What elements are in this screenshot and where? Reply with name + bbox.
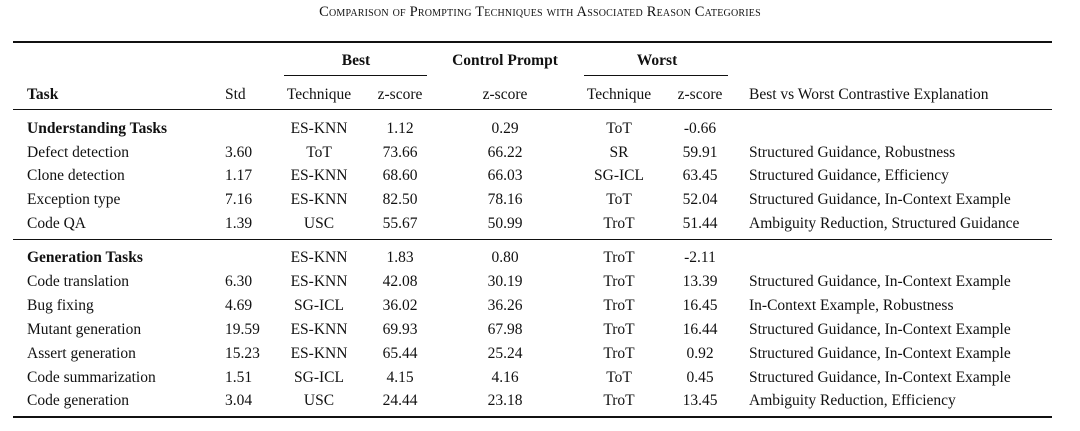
best-z-cell: 65.44	[382, 345, 418, 362]
best-z-cell: 73.66	[382, 144, 418, 161]
best-technique-cell: ES-KNN	[290, 249, 348, 266]
explanation-cell: Structured Guidance, In-Context Example	[749, 321, 1011, 338]
std-cell: 15.23	[225, 345, 260, 362]
header-task: Task	[27, 86, 59, 103]
std-cell: 1.17	[225, 167, 253, 184]
best-z-cell: 1.12	[386, 120, 414, 137]
worst-z-cell: 13.39	[682, 273, 718, 290]
worst-group-rule	[584, 75, 728, 76]
control-z-cell: 66.03	[487, 167, 523, 184]
worst-technique-cell: ToT	[606, 120, 632, 137]
bottom-rule	[13, 416, 1052, 418]
worst-z-cell: 51.44	[682, 215, 718, 232]
task-cell: Code translation	[27, 273, 130, 290]
best-technique-cell: ES-KNN	[290, 120, 348, 137]
worst-z-cell: 0.45	[686, 369, 714, 386]
std-cell: 6.30	[225, 273, 253, 290]
best-z-cell: 68.60	[382, 167, 418, 184]
header-worst-group: Worst	[636, 52, 678, 69]
std-cell: 3.04	[225, 392, 253, 409]
task-cell: Assert generation	[27, 345, 136, 362]
std-cell: 3.60	[225, 144, 253, 161]
header-std: Std	[225, 86, 246, 103]
worst-technique-cell: TroT	[603, 345, 635, 362]
worst-z-cell: 13.45	[682, 392, 718, 409]
best-technique-cell: ES-KNN	[290, 321, 348, 338]
worst-technique-cell: SG-ICL	[594, 167, 644, 184]
explanation-cell: Structured Guidance, In-Context Example	[749, 345, 1011, 362]
best-technique-cell: ES-KNN	[290, 167, 348, 184]
task-cell: Generation Tasks	[27, 249, 143, 266]
control-z-cell: 78.16	[487, 191, 523, 208]
worst-technique-cell: TroT	[603, 215, 635, 232]
control-z-cell: 30.19	[487, 273, 523, 290]
task-cell: Code summarization	[27, 369, 156, 386]
explanation-cell: Structured Guidance, Robustness	[749, 144, 956, 161]
worst-z-cell: 52.04	[682, 191, 718, 208]
task-cell: Exception type	[27, 191, 121, 208]
best-technique-cell: USC	[303, 392, 335, 409]
task-cell: Clone detection	[27, 167, 125, 184]
best-technique-cell: ES-KNN	[290, 191, 348, 208]
worst-z-cell: 16.45	[682, 297, 718, 314]
std-cell: 7.16	[225, 191, 253, 208]
best-z-cell: 82.50	[382, 191, 418, 208]
best-technique-cell: SG-ICL	[294, 369, 344, 386]
control-z-cell: 66.22	[487, 144, 523, 161]
control-z-cell: 23.18	[487, 392, 523, 409]
explanation-cell: Structured Guidance, In-Context Example	[749, 369, 1011, 386]
header-best-technique: Technique	[286, 86, 352, 103]
task-cell: Mutant generation	[27, 321, 142, 338]
section-rule	[13, 239, 1052, 240]
task-cell: Code generation	[27, 392, 130, 409]
header-worst-zscore: z-score	[677, 86, 723, 103]
best-technique-cell: ES-KNN	[290, 273, 348, 290]
best-z-cell: 24.44	[382, 392, 418, 409]
control-z-cell: 67.98	[487, 321, 523, 338]
control-z-cell: 0.80	[491, 249, 519, 266]
header-best-zscore: z-score	[377, 86, 423, 103]
header-rule	[13, 109, 1052, 110]
worst-technique-cell: TroT	[603, 321, 635, 338]
task-cell: Bug fixing	[27, 297, 94, 314]
worst-technique-cell: SR	[609, 144, 629, 161]
best-z-cell: 42.08	[382, 273, 418, 290]
header-control-group: Control Prompt	[452, 52, 558, 69]
control-z-cell: 36.26	[487, 297, 523, 314]
explanation-cell: Structured Guidance, In-Context Example	[749, 191, 1011, 208]
worst-technique-cell: TroT	[603, 273, 635, 290]
best-technique-cell: USC	[303, 215, 335, 232]
control-z-cell: 4.16	[491, 369, 519, 386]
best-group-rule	[284, 75, 427, 76]
explanation-cell: Ambiguity Reduction, Efficiency	[749, 392, 956, 409]
std-cell: 1.51	[225, 369, 253, 386]
explanation-cell: In-Context Example, Robustness	[749, 297, 954, 314]
std-cell: 4.69	[225, 297, 253, 314]
worst-z-cell: 59.91	[682, 144, 718, 161]
best-technique-cell: ToT	[306, 144, 332, 161]
worst-z-cell: 16.44	[682, 321, 718, 338]
table-caption: Comparison of Prompting Techniques with Associated Reason Categories	[319, 4, 761, 20]
header-best-group: Best	[341, 52, 371, 69]
control-z-cell: 0.29	[491, 120, 519, 137]
std-cell: 19.59	[225, 321, 260, 338]
best-z-cell: 36.02	[382, 297, 418, 314]
control-z-cell: 25.24	[487, 345, 523, 362]
best-technique-cell: ES-KNN	[290, 345, 348, 362]
task-cell: Understanding Tasks	[27, 120, 167, 137]
top-rule	[13, 41, 1052, 43]
worst-technique-cell: TroT	[603, 249, 635, 266]
worst-z-cell: 0.92	[686, 345, 714, 362]
best-z-cell: 69.93	[382, 321, 418, 338]
explanation-cell: Structured Guidance, In-Context Example	[749, 273, 1011, 290]
task-cell: Defect detection	[27, 144, 129, 161]
header-explanation: Best vs Worst Contrastive Explanation	[749, 86, 989, 103]
explanation-cell: Structured Guidance, Efficiency	[749, 167, 949, 184]
worst-technique-cell: ToT	[606, 369, 632, 386]
worst-technique-cell: TroT	[603, 392, 635, 409]
best-z-cell: 55.67	[382, 215, 418, 232]
worst-z-cell: -2.11	[684, 249, 716, 266]
best-technique-cell: SG-ICL	[294, 297, 344, 314]
worst-z-cell: 63.45	[682, 167, 718, 184]
worst-technique-cell: TroT	[603, 297, 635, 314]
task-cell: Code QA	[27, 215, 86, 232]
header-control-zscore: z-score	[482, 86, 528, 103]
best-z-cell: 1.83	[386, 249, 414, 266]
worst-technique-cell: ToT	[606, 191, 632, 208]
control-z-cell: 50.99	[487, 215, 523, 232]
worst-z-cell: -0.66	[683, 120, 717, 137]
std-cell: 1.39	[225, 215, 253, 232]
header-worst-technique: Technique	[586, 86, 652, 103]
best-z-cell: 4.15	[386, 369, 414, 386]
explanation-cell: Ambiguity Reduction, Structured Guidance	[749, 215, 1020, 232]
